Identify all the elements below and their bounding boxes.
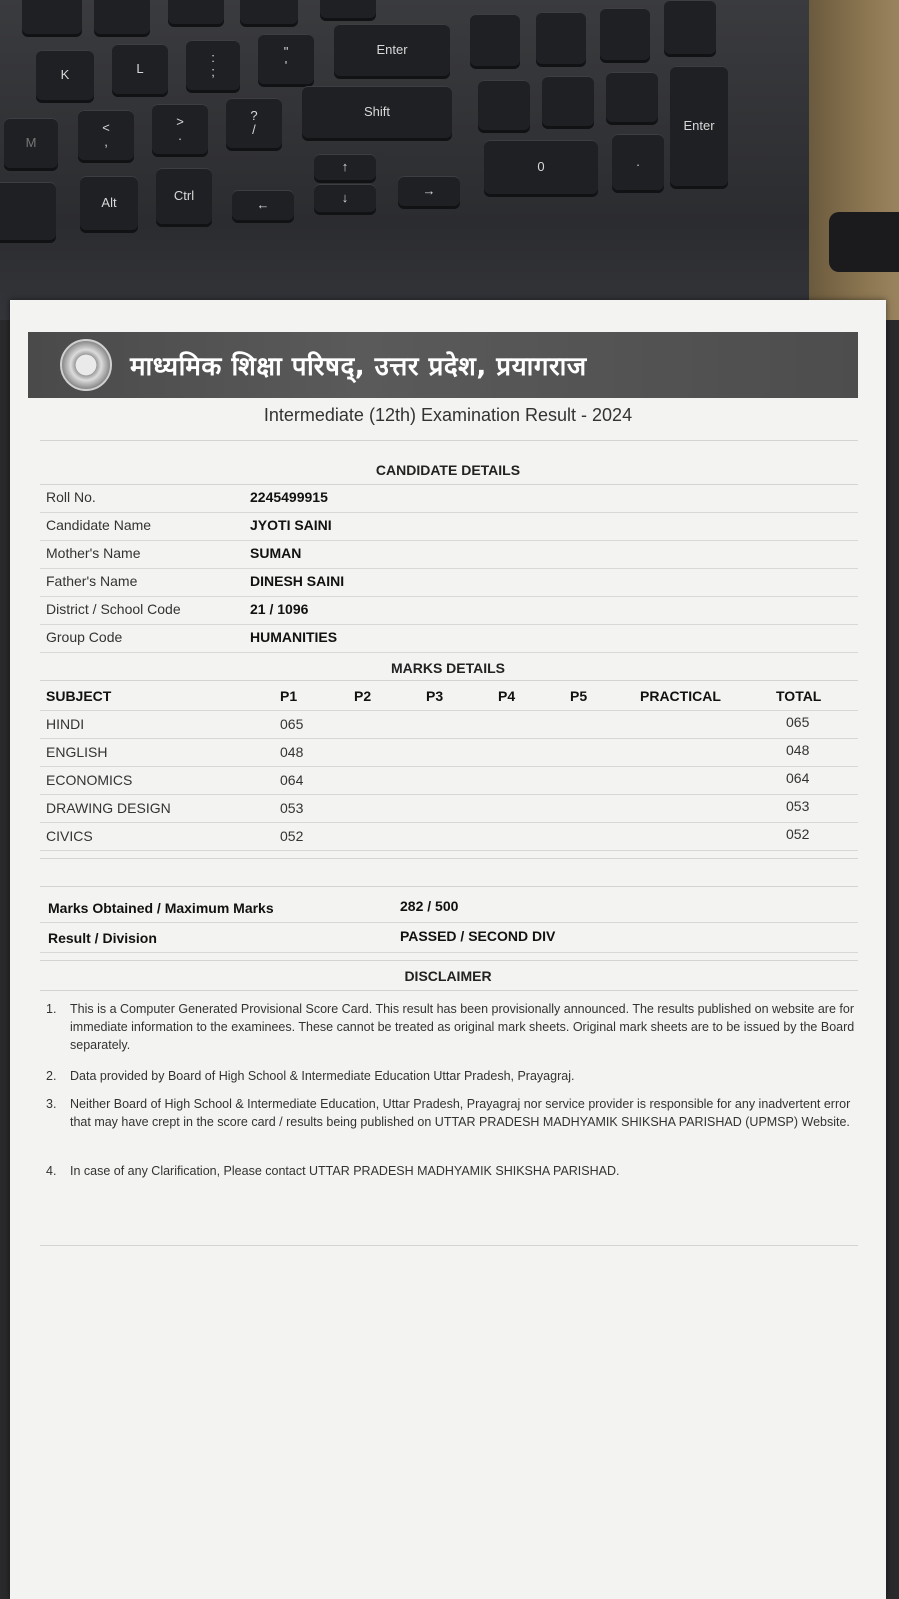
board-banner	[28, 332, 858, 398]
key	[240, 0, 298, 24]
mother-name-row	[40, 540, 858, 569]
disclaimer-number: 4.	[46, 1164, 57, 1178]
father-name-row	[40, 568, 858, 597]
p1-mark: 064	[280, 772, 304, 788]
district-row	[40, 596, 858, 625]
mother-name-label: Mother's Name	[46, 545, 141, 561]
p1-mark: 048	[280, 744, 304, 760]
p5-header: P5	[570, 688, 588, 704]
mother-name-value: SUMAN	[250, 545, 302, 561]
candidate-name-label: Candidate Name	[46, 517, 152, 533]
subject-name: DRAWING DESIGN	[46, 800, 171, 816]
key	[94, 0, 150, 34]
arrow-down-key: ↓	[314, 184, 376, 212]
divider	[40, 440, 858, 441]
father-name-value: DINESH SAINI	[250, 573, 345, 589]
divider	[40, 886, 858, 887]
numpad-zero-key: 0	[484, 140, 598, 194]
disclaimer-number: 3.	[46, 1097, 57, 1111]
key-alt: Alt	[80, 176, 138, 230]
key	[320, 0, 376, 18]
key	[0, 182, 56, 240]
numpad-key	[470, 14, 520, 66]
key-enter: Enter	[334, 24, 450, 76]
roll-value: 2245499915	[250, 489, 328, 505]
father-name-label: Father's Name	[46, 573, 138, 589]
p1-mark: 052	[280, 828, 304, 844]
p1-mark: 053	[280, 800, 304, 816]
key-quote: " '	[258, 34, 314, 84]
marks-section-title: MARKS DETAILS	[390, 660, 506, 676]
group-value: HUMANITIES	[250, 629, 338, 645]
arrow-left-key: ←	[232, 190, 294, 220]
group-label: Group Code	[46, 629, 123, 645]
roll-label: Roll No.	[46, 489, 96, 505]
district-value: 21 / 1096	[250, 601, 309, 617]
subject-name: HINDI	[46, 716, 85, 732]
p1-header: P1	[280, 688, 298, 704]
numpad-key	[536, 12, 586, 64]
disclaimer-item	[46, 1162, 856, 1180]
p4-header: P4	[498, 688, 516, 704]
laptop-keyboard	[0, 0, 899, 320]
numpad-key	[664, 0, 716, 54]
desk-surface	[809, 0, 899, 320]
numpad-key	[600, 8, 650, 60]
marks-row-economics	[40, 766, 858, 795]
key-semicolon: : ;	[186, 40, 240, 90]
marks-row-drawing-design	[40, 794, 858, 823]
subject-name: ENGLISH	[46, 744, 108, 760]
candidate-name-row	[40, 512, 858, 541]
marks-obtained-value: 282 / 500	[400, 898, 459, 914]
practical-header: PRACTICAL	[640, 688, 721, 704]
total-mark: 065	[786, 714, 810, 730]
result-label: Result / Division	[48, 930, 157, 946]
marks-row-hindi	[40, 710, 858, 739]
p1-mark: 065	[280, 716, 304, 732]
divider	[40, 680, 858, 681]
key-comma: < ,	[78, 110, 134, 160]
key	[22, 0, 82, 34]
numpad-key	[542, 76, 594, 126]
numpad-key	[606, 72, 658, 122]
up-government-seal-icon	[60, 339, 112, 391]
key-slash: ? /	[226, 98, 282, 148]
disclaimer-item	[46, 1000, 856, 1054]
district-label: District / School Code	[46, 601, 181, 617]
numpad-enter-key: Enter	[670, 66, 728, 186]
key-ctrl: Ctrl	[156, 168, 212, 224]
disclaimer-text: In case of any Clarification, Please contact UTTAR PRADESH MADHYAMIK SHIKSHA PARISHAD.	[70, 1164, 620, 1178]
candidate-name-value: JYOTI SAINI	[250, 517, 332, 533]
disclaimer-text: Neither Board of High School & Intermediate Education, Uttar Pradesh, Prayagraj nor service provider is responsible for any inadvertent error that may have crept in the score card / results being published on UTTAR PRADESH MADHYAMIK SHIKSHA PARISHAD (UPMSP) Website.	[70, 1097, 851, 1129]
p3-header: P3	[426, 688, 444, 704]
numpad-key	[478, 80, 530, 130]
marks-row-civics	[40, 822, 858, 851]
disclaimer-text: This is a Computer Generated Provisional Score Card. This result has been provisionally announced. The results published on website are for immediate information to the examinees. These cannot be treated as original mark sheets. Original mark sheets are to be issued by the Board separately.	[70, 1002, 855, 1052]
marks-header-row	[40, 682, 858, 711]
disclaimer-text: Data provided by Board of High School & Intermediate Education Uttar Pradesh, Prayagraj.	[70, 1069, 575, 1083]
total-header: TOTAL	[776, 688, 822, 704]
divider	[40, 858, 858, 859]
result-printout	[10, 300, 886, 1599]
candidate-section-title: CANDIDATE DETAILS	[375, 462, 521, 478]
disclaimer-item	[46, 1067, 856, 1085]
divider	[40, 1245, 858, 1246]
key-period: > .	[152, 104, 208, 154]
divider	[40, 990, 858, 991]
exam-title: Intermediate (12th) Examination Result - 2024	[263, 405, 633, 425]
numpad-decimal-key: .	[612, 134, 664, 190]
subject-name: CIVICS	[46, 828, 93, 844]
marks-summary-row	[40, 894, 858, 923]
key-m: M	[4, 118, 58, 168]
usb-cable	[829, 212, 899, 272]
disclaimer-number: 2.	[46, 1069, 57, 1083]
key-shift: Shift	[302, 86, 452, 138]
marks-row-english	[40, 738, 858, 767]
total-mark: 053	[786, 798, 810, 814]
board-name: माध्यमिक शिक्षा परिषद्, उत्तर प्रदेश, प्रयागराज	[130, 352, 587, 382]
arrow-up-key: ↑	[314, 154, 376, 180]
group-row	[40, 624, 858, 653]
subject-header: SUBJECT	[46, 688, 112, 704]
key-k: K	[36, 50, 94, 100]
total-mark: 052	[786, 826, 810, 842]
key	[168, 0, 224, 24]
subject-name: ECONOMICS	[46, 772, 133, 788]
disclaimer-number: 1.	[46, 1002, 57, 1016]
arrow-right-key: →	[398, 176, 460, 206]
roll-row	[40, 484, 858, 513]
result-value: PASSED / SECOND DIV	[400, 928, 556, 944]
disclaimer-item	[46, 1095, 856, 1131]
marks-obtained-label: Marks Obtained / Maximum Marks	[48, 900, 274, 916]
result-row	[40, 924, 858, 953]
p2-header: P2	[354, 688, 372, 704]
total-mark: 048	[786, 742, 810, 758]
total-mark: 064	[786, 770, 810, 786]
divider	[40, 960, 858, 961]
key-l: L	[112, 44, 168, 94]
disclaimer-title: DISCLAIMER	[404, 968, 492, 984]
